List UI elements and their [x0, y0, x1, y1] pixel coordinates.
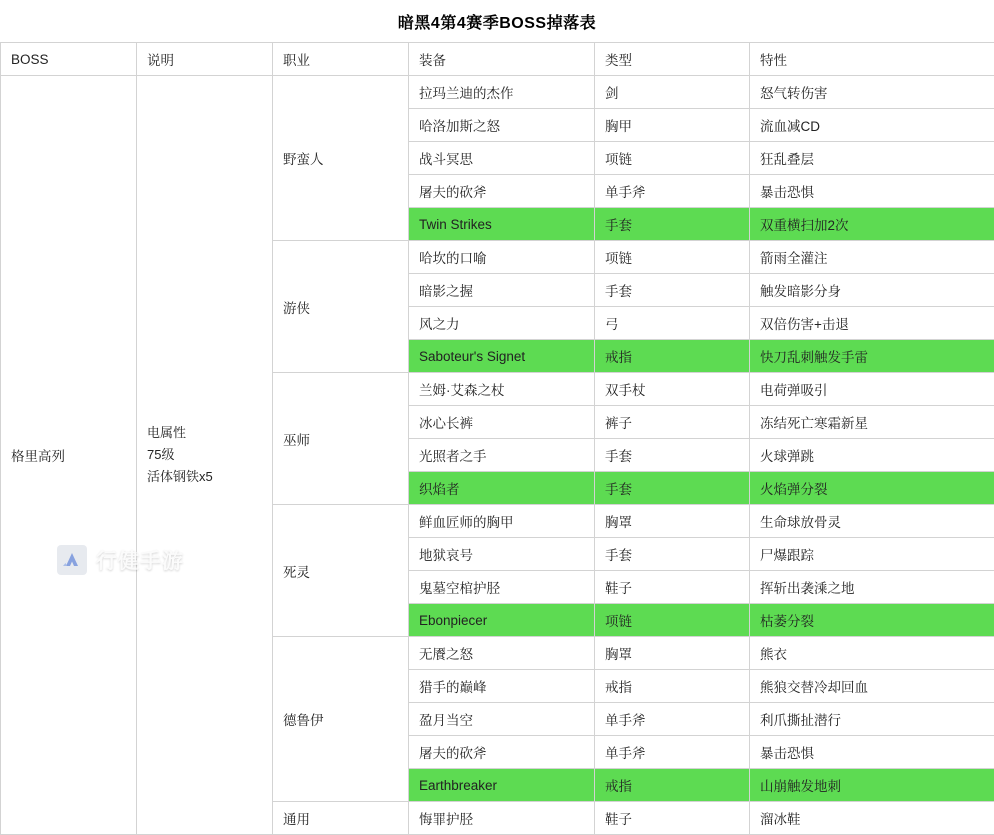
item-cell: 光照者之手: [409, 439, 595, 472]
watermark-text: 行健手游: [96, 545, 184, 575]
item-cell: Twin Strikes: [409, 208, 595, 241]
trait-cell: 熊狼交替冷却回血: [750, 670, 994, 703]
type-cell: 项链: [595, 241, 750, 274]
trait-cell: 流血减CD: [750, 109, 994, 142]
item-cell: 地狱哀号: [409, 538, 595, 571]
class-cell: 通用: [273, 802, 409, 835]
item-cell: 哈洛加斯之怒: [409, 109, 595, 142]
trait-cell: 火球弹跳: [750, 439, 994, 472]
type-cell: 胸甲: [595, 109, 750, 142]
item-cell: 暗影之握: [409, 274, 595, 307]
type-cell: 裤子: [595, 406, 750, 439]
trait-cell: 生命球放骨灵: [750, 505, 994, 538]
trait-cell: 挥斩出袭溗之地: [750, 571, 994, 604]
type-cell: 手套: [595, 538, 750, 571]
trait-cell: 尸爆跟踪: [750, 538, 994, 571]
trait-cell: 利爪撕扯潜行: [750, 703, 994, 736]
item-cell: Ebonpiecer: [409, 604, 595, 637]
item-cell: 冰心长裤: [409, 406, 595, 439]
column-header-trait: 特性: [750, 43, 994, 76]
trait-cell: 暴击恐惧: [750, 175, 994, 208]
boss-desc-line: 活体钢铁x5: [147, 466, 262, 488]
column-header-item: 装备: [409, 43, 595, 76]
trait-cell: 双倍伤害+击退: [750, 307, 994, 340]
item-cell: 屠夫的砍斧: [409, 175, 595, 208]
item-cell: 兰姆·艾森之杖: [409, 373, 595, 406]
type-cell: 双手杖: [595, 373, 750, 406]
column-header-boss: BOSS: [1, 43, 137, 76]
column-header-class: 职业: [273, 43, 409, 76]
class-cell: 游侠: [273, 241, 409, 373]
trait-cell: 暴击恐惧: [750, 736, 994, 769]
type-cell: 戒指: [595, 670, 750, 703]
class-cell: 巫师: [273, 373, 409, 505]
type-cell: 弓: [595, 307, 750, 340]
type-cell: 鞋子: [595, 571, 750, 604]
class-cell: 野蛮人: [273, 76, 409, 241]
trait-cell: 狂乱叠层: [750, 142, 994, 175]
trait-cell: 快刀乱刺触发手雷: [750, 340, 994, 373]
trait-cell: 山崩触发地刺: [750, 769, 994, 802]
trait-cell: 电荷弹吸引: [750, 373, 994, 406]
type-cell: 手套: [595, 472, 750, 505]
item-cell: 盈月当空: [409, 703, 595, 736]
page-title: 暗黑4第4赛季BOSS掉落表: [0, 0, 994, 42]
trait-cell: 冻结死亡寒霜新星: [750, 406, 994, 439]
type-cell: 戒指: [595, 340, 750, 373]
boss-desc-line: 75级: [147, 444, 262, 466]
table-header-row: [1, 43, 994, 76]
item-cell: 屠夫的砍斧: [409, 736, 595, 769]
trait-cell: 枯萎分裂: [750, 604, 994, 637]
type-cell: 项链: [595, 604, 750, 637]
type-cell: 手套: [595, 208, 750, 241]
type-cell: 胸罩: [595, 505, 750, 538]
trait-cell: 双重横扫加2次: [750, 208, 994, 241]
item-cell: 鬼墓空棺护胫: [409, 571, 595, 604]
table-header: [1, 43, 994, 76]
item-cell: Saboteur's Signet: [409, 340, 595, 373]
item-cell: 猎手的巅峰: [409, 670, 595, 703]
item-cell: 拉玛兰迪的杰作: [409, 76, 595, 109]
type-cell: 手套: [595, 274, 750, 307]
class-cell: 死灵: [273, 505, 409, 637]
type-cell: 手套: [595, 439, 750, 472]
item-cell: 织焰者: [409, 472, 595, 505]
trait-cell: 怒气转伤害: [750, 76, 994, 109]
item-cell: Earthbreaker: [409, 769, 595, 802]
type-cell: 单手斧: [595, 703, 750, 736]
trait-cell: 溜冰鞋: [750, 802, 994, 835]
column-header-desc: 说明: [137, 43, 273, 76]
type-cell: 剑: [595, 76, 750, 109]
trait-cell: 火焰弹分裂: [750, 472, 994, 505]
item-cell: 悔罪护胫: [409, 802, 595, 835]
type-cell: 鞋子: [595, 802, 750, 835]
item-cell: 鲜血匠师的胸甲: [409, 505, 595, 538]
table-body: [1, 76, 994, 835]
type-cell: 戒指: [595, 769, 750, 802]
column-header-type: 类型: [595, 43, 750, 76]
boss-drop-table: [0, 42, 994, 835]
item-cell: 战斗冥思: [409, 142, 595, 175]
boss-desc-cell: [137, 76, 273, 835]
trait-cell: 熊衣: [750, 637, 994, 670]
trait-cell: 箭雨全灌注: [750, 241, 994, 274]
type-cell: 单手斧: [595, 736, 750, 769]
boss-desc-line: 电属性: [147, 422, 262, 444]
trait-cell: 触发暗影分身: [750, 274, 994, 307]
item-cell: 无餍之怒: [409, 637, 595, 670]
boss-name-cell: 格里高列: [1, 76, 137, 835]
table-row: [1, 76, 994, 109]
type-cell: 项链: [595, 142, 750, 175]
type-cell: 单手斧: [595, 175, 750, 208]
class-cell: 德鲁伊: [273, 637, 409, 802]
item-cell: 哈坎的口喻: [409, 241, 595, 274]
type-cell: 胸罩: [595, 637, 750, 670]
item-cell: 风之力: [409, 307, 595, 340]
